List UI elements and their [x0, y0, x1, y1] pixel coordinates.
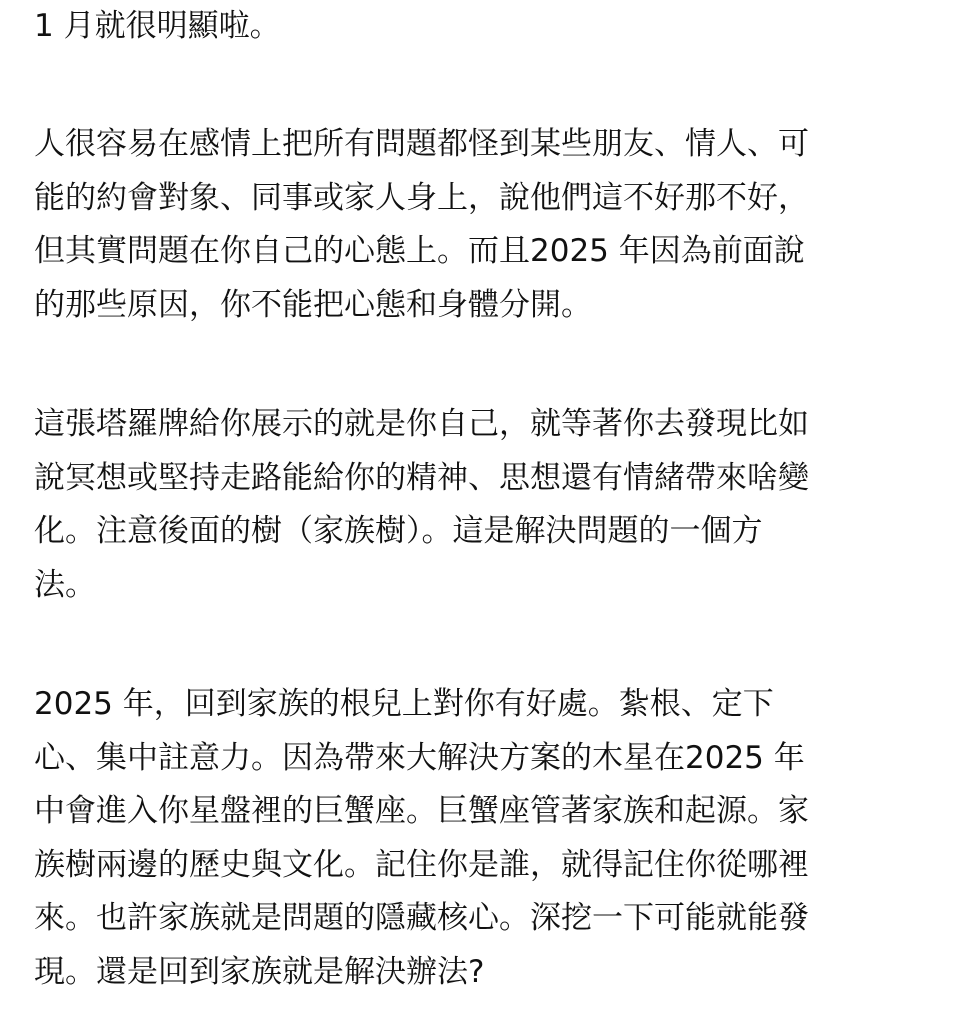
paragraph-1: [34, 0, 281, 54]
text-line: 的那些原因，你不能把心態和身體分開。: [34, 286, 592, 323]
text-line: 能的約會對象、同事或家人身上，說他們這不好那不好，: [34, 179, 809, 216]
text-line: 來。也許家族就是問題的隱藏核心。深挖一下可能就能發: [34, 900, 809, 936]
text-line: 2025 年，回到家族的根兒上對你有好處。紮根、定下: [34, 686, 774, 722]
text-line: 心、集中註意力。因為帶來大解決方案的木星在2025 年: [34, 739, 805, 776]
text-line: 化。注意後面的樹（家族樹）。這是解決問題的一個方: [34, 513, 763, 549]
text-line: 現。還是回到家族就是解決辦法?: [34, 953, 485, 990]
text-line: 說冥想或堅持走路能給你的精神、思想還有情緒帶來啥變: [34, 459, 809, 496]
paragraph-2: [34, 118, 809, 332]
paragraph-3: [34, 398, 809, 612]
text-line: 族樹兩邊的歷史與文化。記住你是誰，就得記住你從哪裡: [34, 846, 809, 883]
text-line: 人很容易在感情上把所有問題都怪到某些朋友、情人、可: [34, 126, 809, 162]
text-line: 中會進入你星盤裡的巨蟹座。巨蟹座管著家族和起源。家: [34, 793, 809, 829]
text-line: 法。: [34, 566, 96, 603]
text-line: 這張塔羅牌給你展示的就是你自己，就等著你去發現比如: [34, 406, 809, 442]
text-line: 1 月就很明顯啦。: [34, 8, 281, 44]
paragraph-4: [34, 678, 809, 999]
text-line: 但其實問題在你自己的心態上。而且2025 年因為前面說: [34, 233, 805, 269]
